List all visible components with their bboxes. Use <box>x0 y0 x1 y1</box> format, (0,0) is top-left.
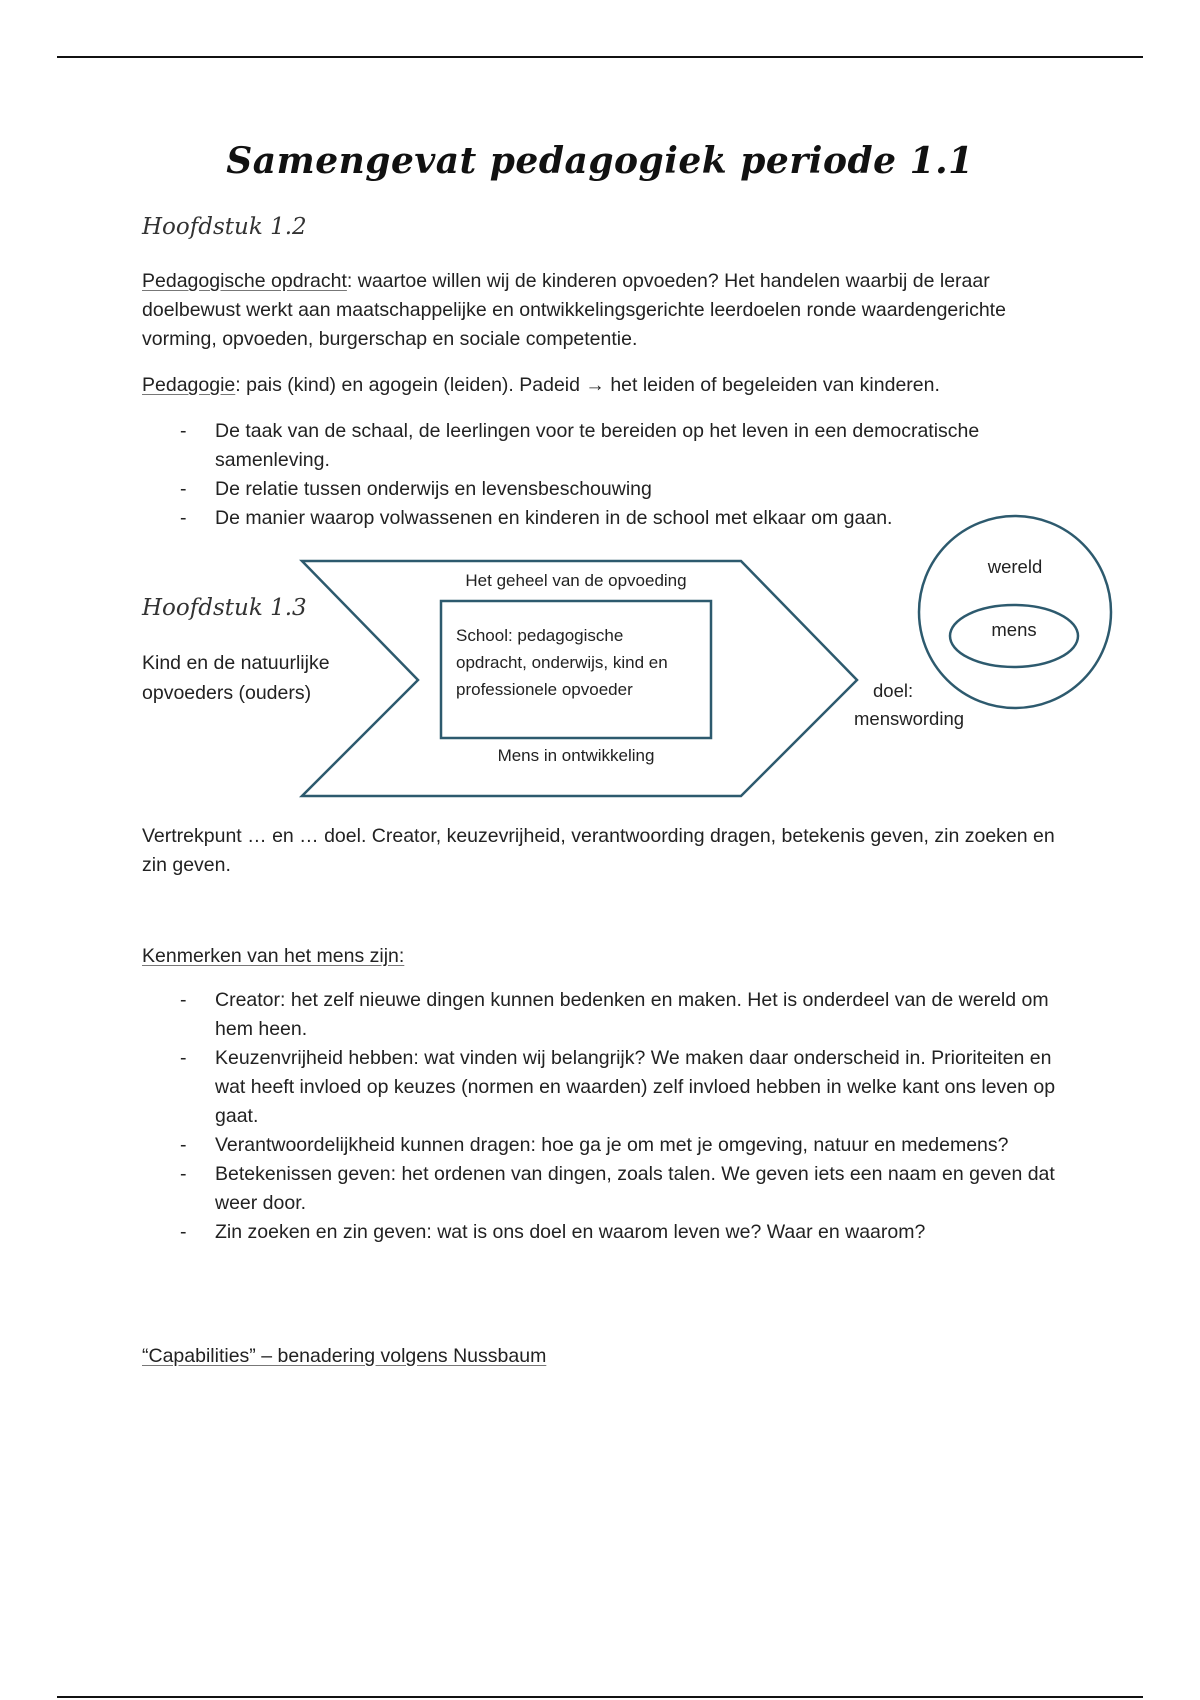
section-heading-1-3: Hoofdstuk 1.3 <box>142 595 307 621</box>
opdracht-paragraph <box>142 267 1062 354</box>
list-item: - De relatie tussen onderwijs en levensbeschouwing <box>142 475 1062 504</box>
diagram-bottom-label: Mens in ontwikkeling <box>497 746 655 765</box>
opdracht-text: : waartoe willen wij de kinderen opvoeden? Het handelen waarbij de leraar doelbewust werkt aan maatschappelijke en ontwikkelingsgerichte leerdoelen ronde waardengerichte vorming, opvoeden, burgerschap en sociale competentie. <box>142 270 1006 350</box>
vertrekpunt-paragraph: Vertrekpunt … en … doel. Creator, keuzevrijheid, verantwoording dragen, betekenis geven, zin zoeken en zin geven. <box>142 825 1055 876</box>
capabilities-heading <box>142 1342 1062 1371</box>
opdracht-term: Pedagogische opdracht <box>142 270 347 292</box>
outer-circle-shape <box>919 516 1111 708</box>
capabilities-heading-text: “Capabilities” – benadering volgens Nussbaum <box>142 1345 547 1367</box>
list-item: - Betekenissen geven: het ordenen van dingen, zoals talen. We geven iets een naam en geven dat weer door. <box>142 1160 1062 1218</box>
kenmerken-heading <box>142 942 1062 971</box>
pedagogie-term: Pedagogie <box>142 374 236 396</box>
page-title: Samengevat pedagogiek periode 1.1 <box>226 140 974 182</box>
diagram-top-label: Het geheel van de opvoeding <box>465 571 687 590</box>
list-item: - De manier waarop volwassenen en kinderen in de school met elkaar om gaan. <box>142 504 1062 533</box>
list-item: - Creator: het zelf nieuwe dingen kunnen bedenken en maken. Het is onderdeel van de wereld om hem heen. <box>142 986 1062 1044</box>
pedagogie-paragraph <box>142 371 1062 400</box>
diagram-goal-label: doel: <box>873 680 914 701</box>
list-item: - Zin zoeken en zin geven: wat is ons doel en waarom leven we? Waar en waarom? <box>142 1218 1062 1247</box>
diagram-goal-value: menswording <box>854 708 965 729</box>
pedagogie-text: : pais (kind) en agogein (leiden). Padeid → het leiden of begeleiden van kinderen. <box>235 374 940 396</box>
bottom-rule <box>57 1696 1143 1698</box>
diagram-left-label: Kind en de natuurlijke opvoeders (ouders) <box>142 652 330 704</box>
list-item: - Verantwoordelijkheid kunnen dragen: hoe ga je om met je omgeving, natuur en medemens? <box>142 1131 1062 1160</box>
diagram-box-text: School: pedagogische opdracht, onderwijs, kind en professionele opvoeder <box>456 626 668 699</box>
section1-bullet-list <box>142 417 1062 533</box>
diagram-inner-circle-label: mens <box>991 619 1037 640</box>
kenmerken-heading-text: Kenmerken van het mens zijn: <box>142 945 405 967</box>
section-heading-1-2: Hoofdstuk 1.2 <box>142 214 307 240</box>
list-item: - Keuzenvrijheid hebben: wat vinden wij belangrijk? We maken daar onderscheid in. Prioriteiten en wat heeft invloed op keuzes (normen en waarden) zelf invloed hebben in welke kant ons leven op gaat. <box>142 1044 1062 1131</box>
top-rule <box>57 56 1143 58</box>
kenmerken-list <box>142 986 1062 1247</box>
diagram-outer-circle-label: wereld <box>987 556 1043 577</box>
list-item: - De taak van de schaal, de leerlingen voor te bereiden op het leven in een democratische samenleving. <box>142 417 1062 475</box>
